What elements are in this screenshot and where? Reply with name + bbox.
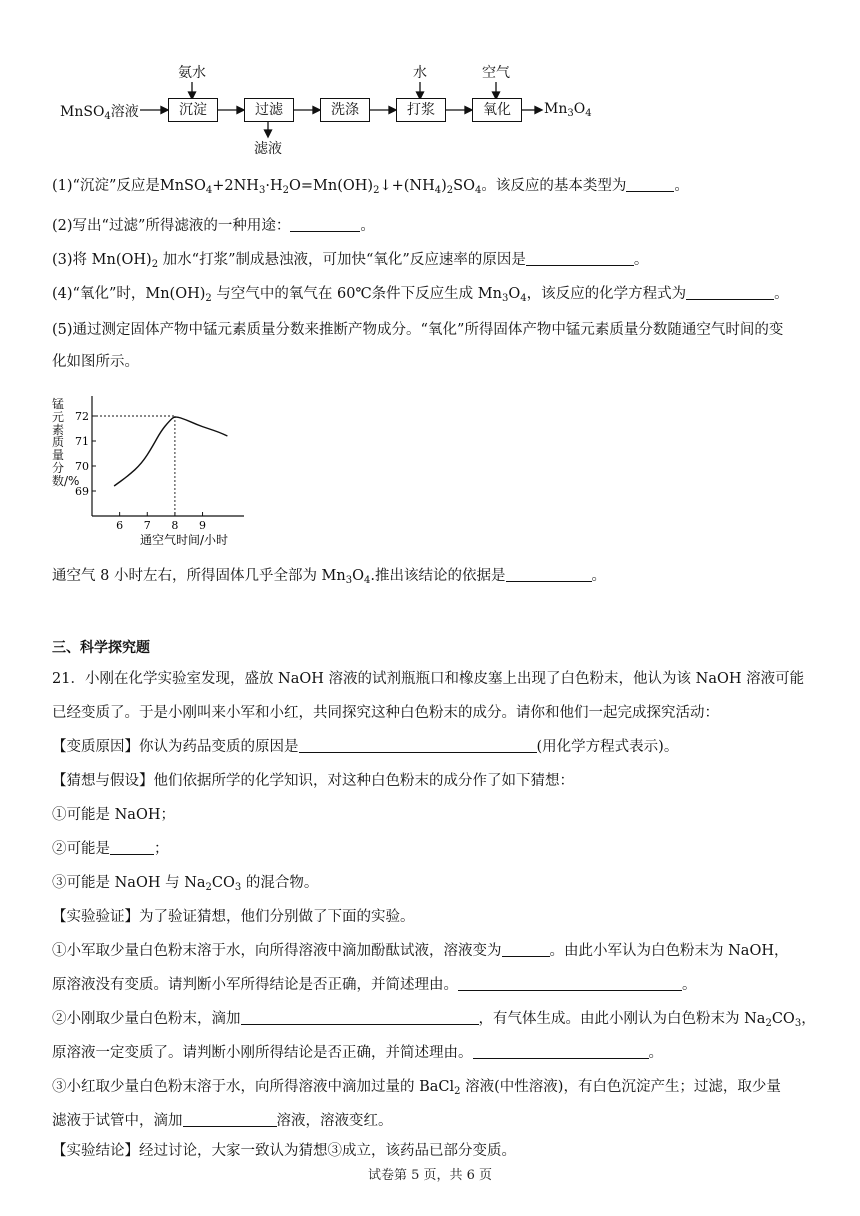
step-slurry: 打浆 (396, 98, 446, 122)
question-5-conclusion: 通空气 8 小时左右，所得固体几乎全部为 $Mn_3O_4$.推出该结论的依据是 。 (52, 568, 606, 586)
x-axis-label: 通空气时间/小时 (140, 533, 229, 547)
answer-blank-q1[interactable] (626, 177, 674, 192)
q21-line2: 已经变质了。于是小刚叫来小军和小红，共同探究这种白色粉末的成分。请你和他们一起完成探究活动： (52, 705, 719, 721)
x-tick-label: 9 (199, 519, 207, 532)
answer-blank-q2[interactable] (290, 217, 360, 232)
y-tick-label: 69 (75, 485, 89, 498)
q21-line1: 21．小刚在化学实验室发现，盛放 NaOH 溶液的试剂瓶瓶口和橡皮塞上出现了白色粉末，他认为该 NaOH 溶液可能 (52, 671, 805, 687)
answer-blank-q4[interactable] (686, 285, 774, 300)
step-precipitate: 沉淀 (168, 98, 218, 122)
hypothesis-3: ③可能是 NaOH 与 $Na_2CO_3$ 的混合物。 (52, 875, 319, 893)
answer-blank-reason[interactable] (299, 738, 537, 753)
question-4: (4)“氧化”时，$Mn(OH)_2$ 与空气中的氧气在 60℃条件下反应生成 $Mn_3O_4$，该反应的化学方程式为 。 (52, 286, 789, 304)
question-3: (3)将 $Mn(OH)_2$ 加水“打浆”制成悬浊液，可加快“氧化”反应速率的原因是 。 (52, 252, 649, 270)
question-1: (1)“沉淀”反应是$MnSO_4+2NH_3\cdot H_2O=Mn(OH)_2↓+(NH_4)_2SO_4$。该反应的基本类型为 。 (52, 178, 689, 196)
x-tick-label: 7 (143, 519, 151, 532)
x-tick-label: 6 (116, 519, 124, 532)
experiment-1-line2: 原溶液没有变质。请判断小军所得结论是否正确，并简述理由。 。 (52, 977, 697, 993)
answer-blank-e2-reason[interactable] (473, 1044, 649, 1059)
experiment-1-line1: ①小军取少量白色粉末溶于水，向所得溶液中滴加酚酞试液，溶液变为 。由此小军认为白色粉末为 NaOH， (52, 943, 789, 959)
question-5-line2: 化如图所示。 (52, 354, 139, 370)
input-air: 空气 (482, 65, 510, 81)
question-2: (2)写出“过滤”所得滤液的一种用途： 。 (52, 218, 375, 234)
q21-verify: 【实验验证】为了验证猜想，他们分别做了下面的实验。 (52, 909, 415, 925)
answer-blank-e2-reagent[interactable] (241, 1010, 479, 1025)
page-footer: 试卷第 5 页，共 6 页 (367, 1168, 493, 1183)
step-wash: 洗涤 (320, 98, 370, 122)
flow-arrows (0, 0, 860, 160)
answer-blank-e3-reagent[interactable] (183, 1112, 277, 1127)
experiment-3-line1: ③小红取少量白色粉末溶于水，向所得溶液中滴加过量的 BaCl$_2$ 溶液(中性溶液)，有白色沉淀产生；过滤，取少量 (52, 1079, 781, 1097)
output-filtrate: 滤液 (254, 141, 282, 157)
flow-start: MnSO$_4$溶液 (60, 104, 139, 122)
q21-hypothesis: 【猜想与假设】他们依据所学的化学知识，对这种白色粉末的成分作了如下猜想： (52, 773, 574, 789)
step-filter: 过滤 (244, 98, 294, 122)
hypothesis-2: ②可能是 ； (52, 841, 169, 857)
section-3-title: 三、科学探究题 (52, 640, 150, 656)
experiment-3-line2: 滤液于试管中，滴加 溶液，溶液变红。 (52, 1113, 393, 1129)
experiment-2-line2: 原溶液一定变质了。请判断小刚所得结论是否正确，并简述理由。 。 (52, 1045, 663, 1061)
input-water: 水 (413, 65, 427, 81)
answer-blank-e1-color[interactable] (502, 942, 550, 957)
q21-reason: 【变质原因】你认为药品变质的原因是 (用化学方程式表示)。 (52, 739, 679, 755)
series-line (114, 417, 227, 486)
answer-blank-q5[interactable] (506, 567, 592, 582)
chart-svg (54, 390, 264, 550)
y-axis-label: 锰元素质量分数/% (52, 397, 80, 488)
input-ammonia: 氨水 (178, 65, 206, 81)
y-tick-label: 70 (75, 460, 89, 473)
y-tick-label: 71 (75, 435, 89, 448)
x-tick-label: 8 (171, 519, 179, 532)
answer-blank-q3[interactable] (526, 251, 634, 266)
step-oxidize: 氧化 (472, 98, 522, 122)
answer-blank-e1-reason[interactable] (458, 976, 682, 991)
flow-end: $Mn_3O_4$ (544, 101, 592, 119)
question-5-line1: (5)通过测定固体产物中锰元素质量分数来推断产物成分。“氧化”所得固体产物中锰元素质量分数随通空气时间的变 (52, 322, 784, 338)
y-tick-label: 72 (75, 410, 89, 423)
experiment-2-line1: ②小刚取少量白色粉末，滴加 ，有气体生成。由此小刚认为白色粉末为 $Na_2CO_3$， (52, 1011, 816, 1029)
q21-conclusion: 【实验结论】经过讨论，大家一致认为猜想③成立，该药品已部分变质。 (52, 1143, 516, 1159)
hypothesis-1: ①可能是 NaOH； (52, 807, 175, 823)
answer-blank-h2[interactable] (110, 840, 154, 855)
